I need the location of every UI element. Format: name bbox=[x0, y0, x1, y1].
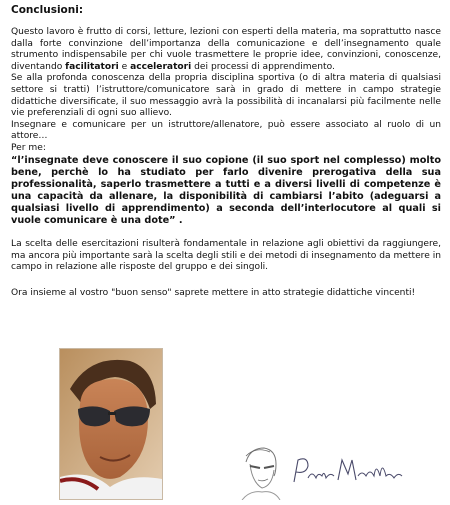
conclusion-heading: Conclusioni: bbox=[11, 4, 84, 16]
intro-text-3: dei processi di apprendimento. bbox=[191, 61, 335, 72]
author-sketch-image bbox=[236, 442, 284, 500]
paragraph-closing: Ora insieme al vostro "buon senso" saprete mettere in atto strategie didattiche vincenti! bbox=[11, 287, 416, 298]
intro-text-2: e bbox=[118, 61, 131, 72]
document-body bbox=[11, 4, 441, 299]
intro-text-1: Questo lavoro è frutto di corsi, letture, lezioni con esperti della materia, ma soprattutto nasce dalla forte convinzione dell’importanza della comunicazione e dell’insegnamento quale strumento indispensabile per chi vuole trasmettere le proprie idee, convinzioni, conoscenze, diventando bbox=[11, 27, 441, 72]
intro-bold-acceleratori: acceleratori bbox=[130, 61, 192, 72]
paragraph-strategies: Se alla profonda conoscenza della propria disciplina sportiva (o di altra materia di qualsiasi settore si tratti) l’istruttore/comunicatore sarà in grado di mettere in campo strategie didattiche diversificate, il suo messaggio avrà la possibilità di incanalarsi più facilmente nelle vie preferenziali di ogni suo allievo. bbox=[11, 73, 441, 119]
paragraph-actor: Insegnare e comunicare per un istruttore/allenatore, può essere associato al ruolo di un attore… bbox=[11, 119, 441, 142]
paragraph-intro bbox=[11, 27, 441, 73]
paragraph-exercises: La scelta delle esercitazioni risulterà fondamentale in relazione agli obiettivi da raggiungere, ma ancora più importante sarà la scelta degli stili e dei metodi di insegnamento da mettere in campo in relazione alle risposte del gruppo e dei singoli. bbox=[11, 239, 441, 273]
bold-quote: “l’insegnate deve conoscere il suo copione (il suo sport nel complesso) molto bene, perchè lo ha studiato per farlo divenire prerogativa della sua professionalità, saperlo trasmettere a tutti e a diversi livelli di competenze è una capacità da allenare, la disponibilità di cambiarsi l’abito (adeguarsi a qualsiasi livello di apprendimento) a seconda dell’interlocutore al quali si vuole comunicare è una dote” . bbox=[11, 154, 441, 226]
author-photo bbox=[59, 348, 163, 500]
author-signature bbox=[290, 452, 410, 492]
paragraph-per-me: Per me: bbox=[11, 142, 46, 153]
intro-bold-facilitatori: facilitatori bbox=[65, 61, 119, 72]
